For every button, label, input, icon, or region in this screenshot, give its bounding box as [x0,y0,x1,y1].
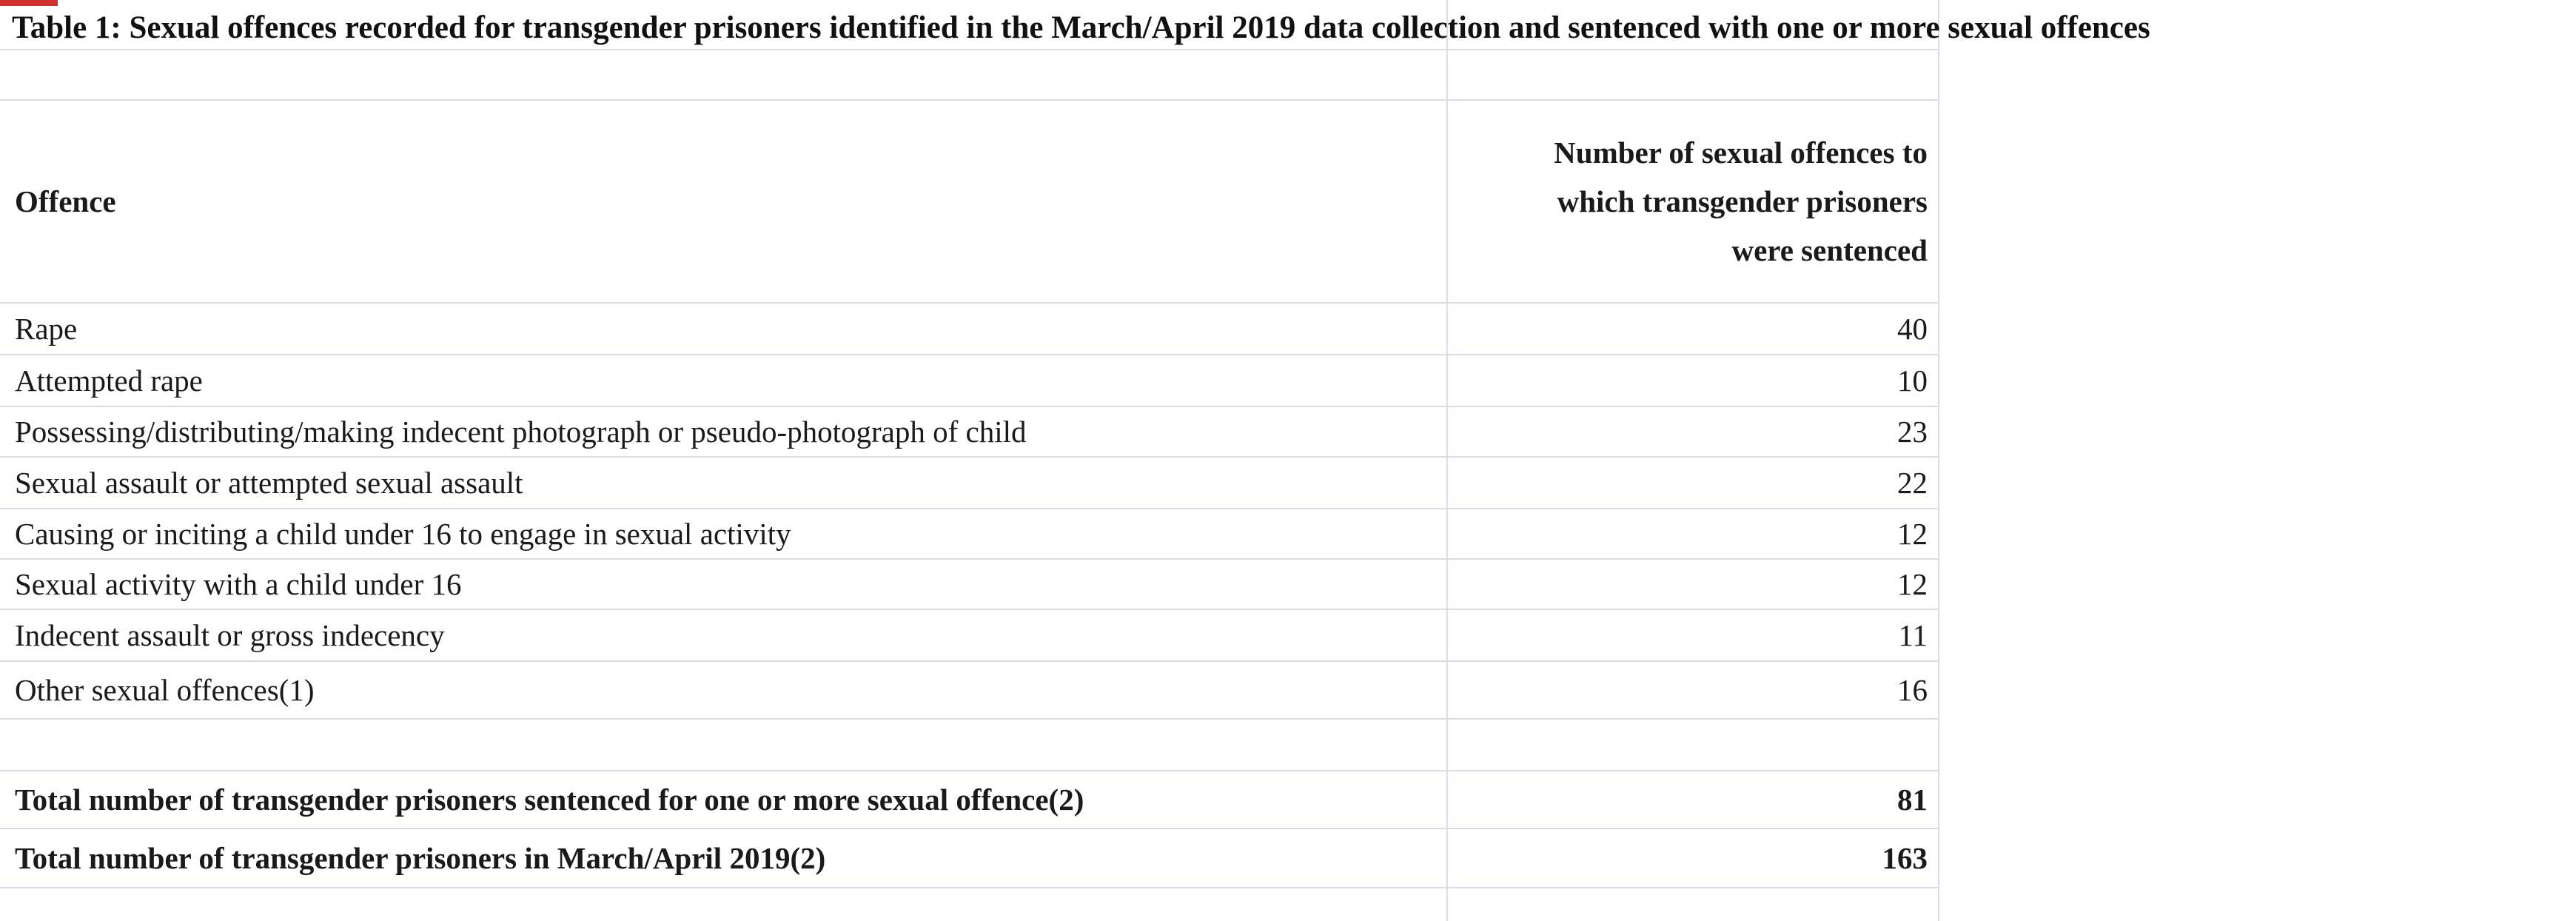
total-label-cell: Total number of transgender prisoners sentenced for one or more sexual offence(2) [15,783,1084,817]
offence-column-header: Offence [15,184,116,218]
table-row[interactable] [0,509,1939,560]
blank-row[interactable] [0,50,1939,101]
count-cell: 12 [1897,567,1928,601]
count-header-line: which transgender prisoners [1557,184,1928,218]
count-cell: 22 [1897,466,1928,500]
count-cell: 40 [1897,312,1928,346]
offence-cell: Causing or inciting a child under 16 to engage in sexual activity [15,517,791,551]
count-header-line: were sentenced [1731,233,1928,267]
total-label-cell: Total number of transgender prisoners in March/April 2019(2) [15,841,826,875]
blank-row[interactable] [0,720,1939,771]
header-row [0,101,1939,304]
count-cell: 11 [1898,618,1928,652]
table-row[interactable] [0,610,1939,662]
total-row[interactable] [0,771,1939,829]
offence-cell: Other sexual offences(1) [15,673,315,707]
blank-row[interactable] [0,888,1939,921]
total-value-cell: 81 [1897,783,1928,817]
count-cell: 16 [1897,673,1928,707]
table-row[interactable] [0,560,1939,610]
table-caption: Table 1: Sexual offences recorded for transgender prisoners identified in the March/April 2019 data collection and sentenced with one or more sexual offences [12,10,2150,45]
total-value-cell: 163 [1882,841,1928,875]
table-row[interactable] [0,662,1939,720]
count-cell: 10 [1897,364,1928,398]
count-header-line: Number of sexual offences to [1554,135,1928,170]
offence-cell: Sexual assault or attempted sexual assault [15,466,523,500]
count-cell: 23 [1897,415,1928,449]
count-cell: 12 [1897,517,1928,551]
count-column-header [1448,101,1928,302]
offence-cell: Indecent assault or gross indecency [15,618,445,652]
table-row[interactable] [0,407,1939,458]
offence-cell: Sexual activity with a child under 16 [15,567,462,601]
table-row[interactable] [0,458,1939,509]
offence-cell: Rape [15,312,78,346]
table-row[interactable] [0,355,1939,407]
table-row[interactable] [0,304,1939,355]
offence-cell: Possessing/distributing/making indecent photograph or pseudo-photograph of child [15,415,1027,449]
offence-cell: Attempted rape [15,364,203,398]
total-row[interactable] [0,829,1939,888]
